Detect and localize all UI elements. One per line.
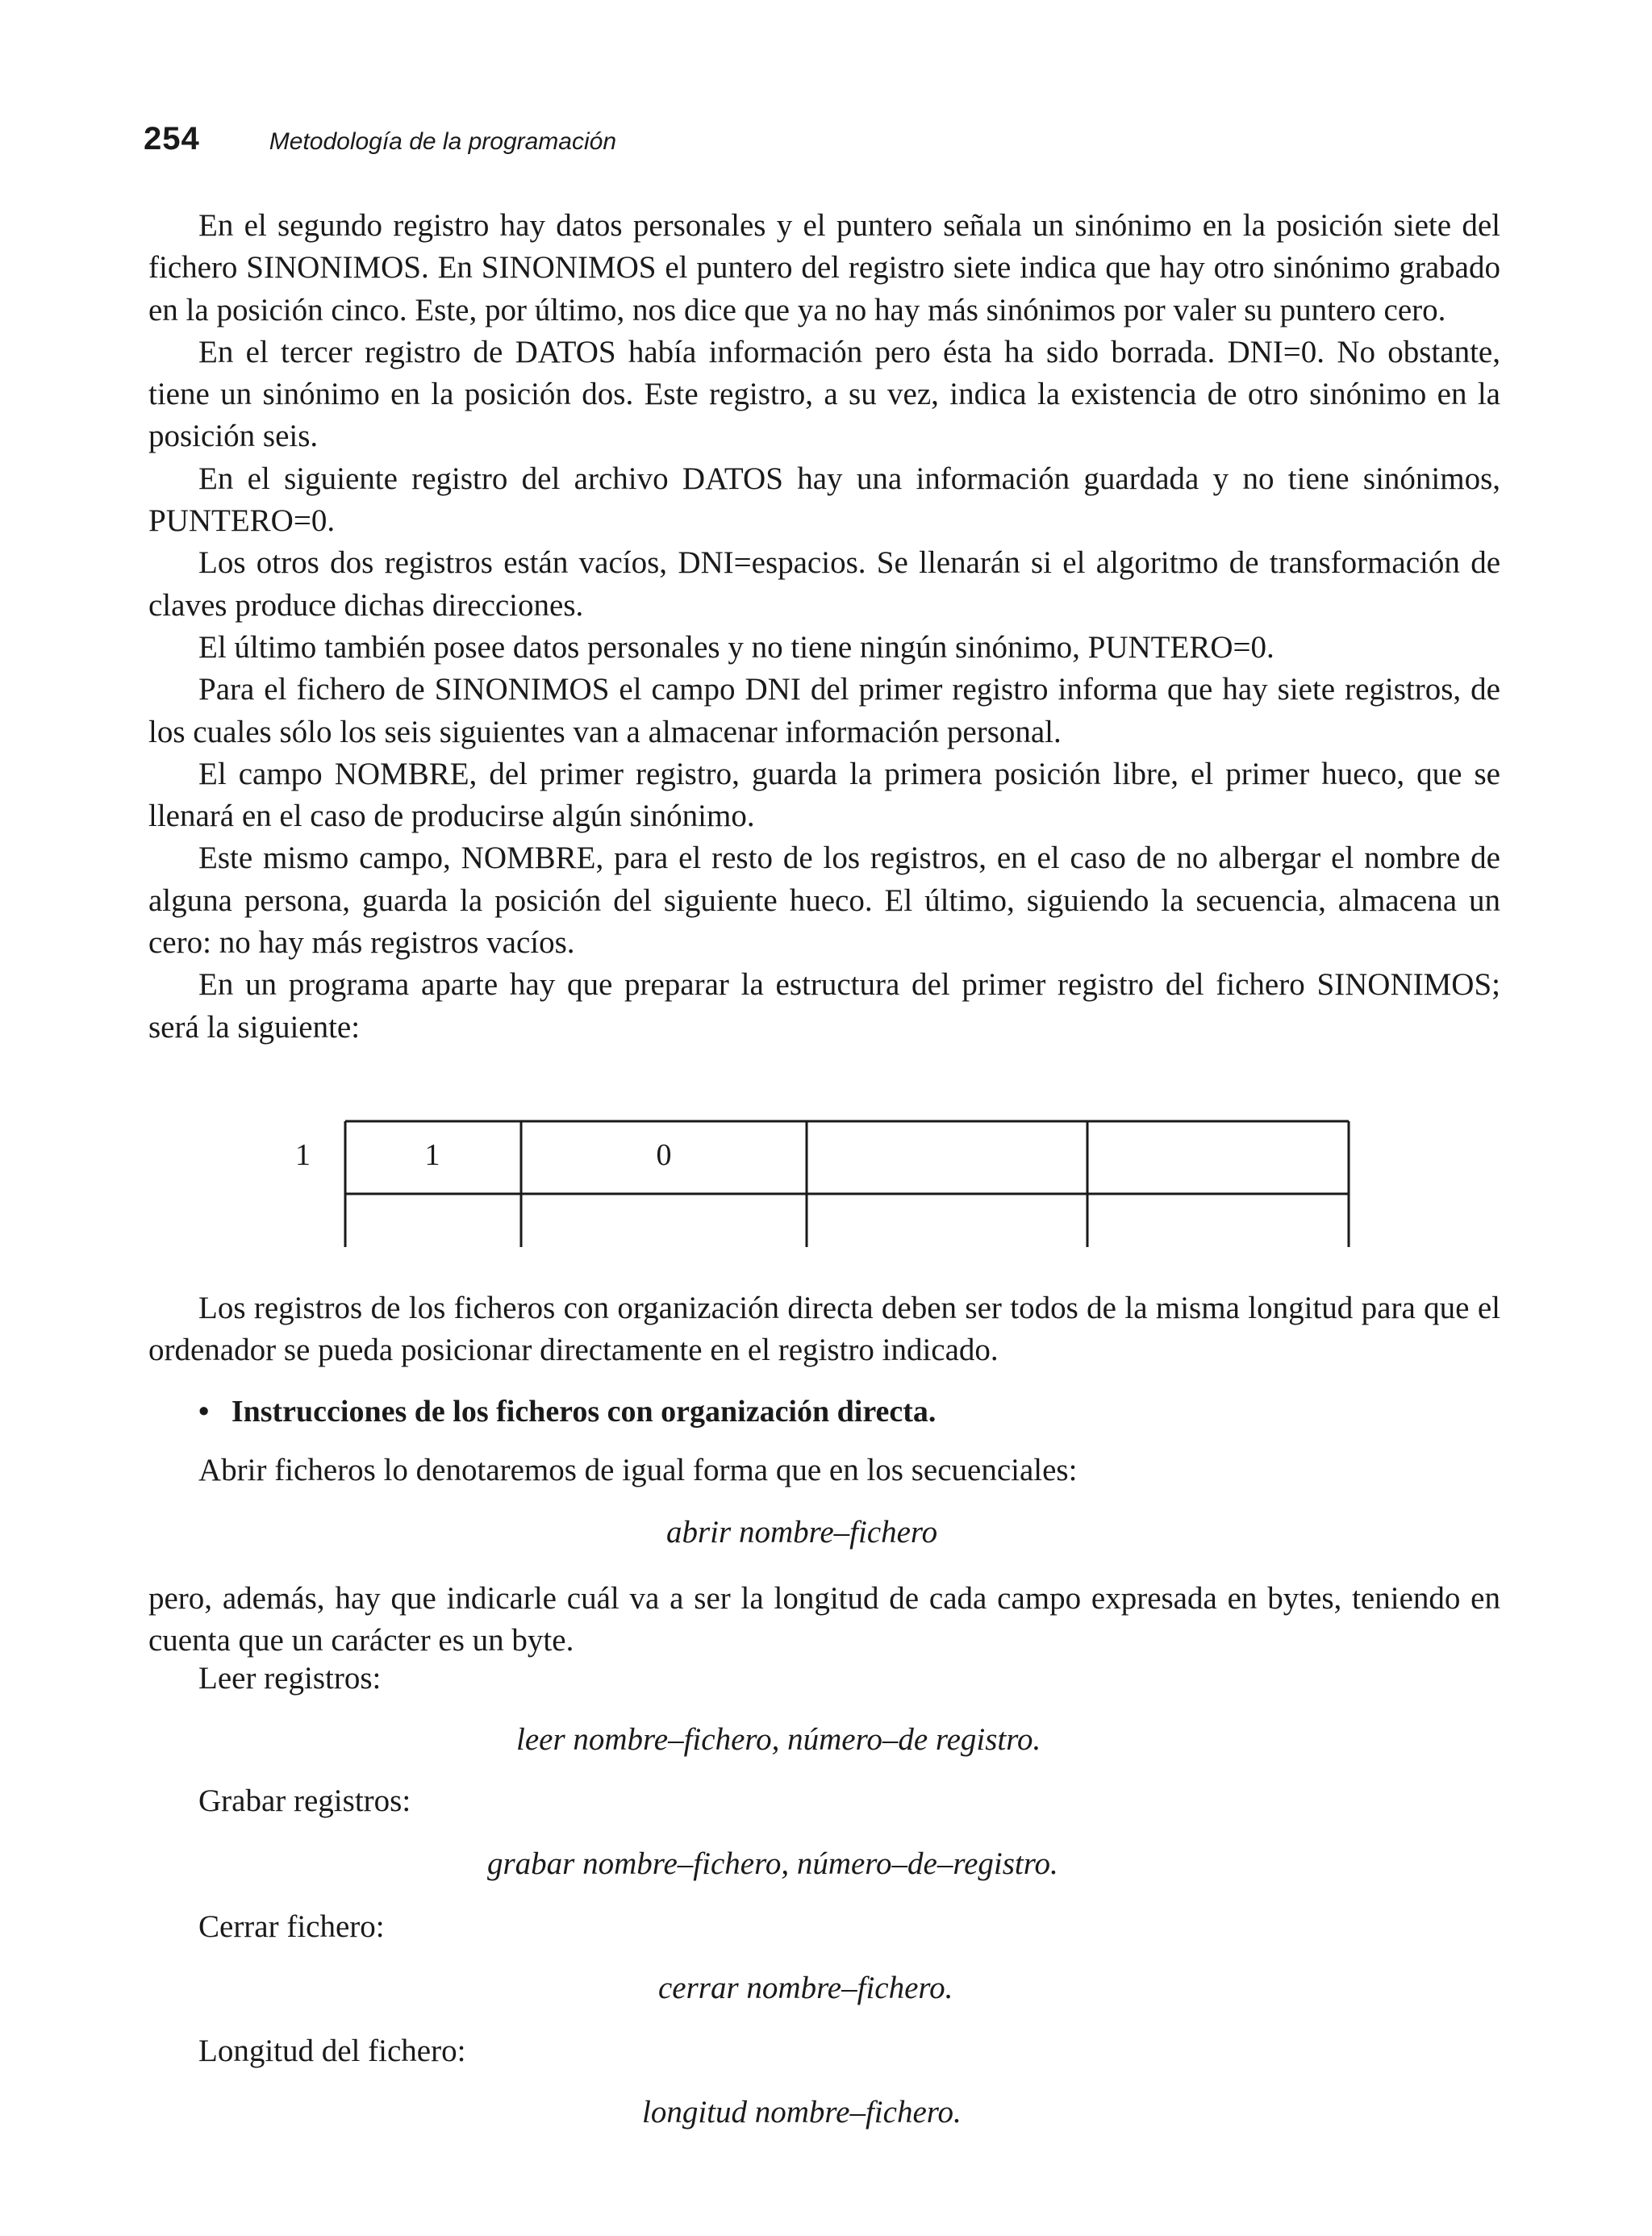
record-cell-nombre: 0 <box>656 1138 672 1172</box>
abrir-syntax: abrir nombre–fichero <box>666 1515 938 1550</box>
page-header <box>144 121 616 157</box>
running-title: Metodología de la programación <box>269 128 617 155</box>
record-cell-dni: 1 <box>424 1138 440 1172</box>
paragraph: En el tercer registro de DATOS había información pero ésta ha sido borrada. DNI=0. No obstante, tiene un sinónimo en la posición dos. Este registro, a su vez, indica la existencia de otro sinónimo en la posición seis. <box>148 334 1500 454</box>
instruction-syntax: leer nombre–fichero, número–de registro. <box>516 1722 1041 1757</box>
paragraph: El último también posee datos personales y no tiene ningún sinónimo, PUNTERO=0. <box>198 629 1274 665</box>
instruction-syntax: cerrar nombre–fichero. <box>658 1971 953 2005</box>
instruction-syntax: grabar nombre–fichero, número–de–registro. <box>487 1846 1058 1881</box>
page-number: 254 <box>144 121 200 156</box>
instruction-label: Leer registros: <box>198 1661 382 1696</box>
bullet-heading: Instrucciones de los ficheros con organización directa. <box>231 1395 937 1429</box>
abrir-note: pero, además, hay que indicarle cuál va a ser la longitud de cada campo expresada en bytes, teniendo en cuenta que un carácter es un byte. <box>148 1581 1500 1658</box>
paragraph: El campo NOMBRE, del primer registro, guarda la primera posición libre, el primer hueco, que se llenará en el caso de producirse algún sinónimo. <box>148 756 1500 834</box>
record-grid <box>290 1120 1355 1250</box>
instruction-syntax: longitud nombre–fichero. <box>642 2095 962 2130</box>
paragraph: Los otros dos registros están vacíos, DNI=espacios. Se llenarán si el algoritmo de transformación de claves produce dichas direcciones. <box>148 545 1500 623</box>
paragraph: Los registros de los ficheros con organización directa deben ser todos de la misma longitud para que el ordenador se pueda posicionar directamente en el registro indicado. <box>148 1291 1500 1368</box>
instruction-label: Longitud del fichero: <box>198 2034 466 2068</box>
paragraph: Este mismo campo, NOMBRE, para el resto de los registros, en el caso de no albergar el nombre de alguna persona, guarda la posición del siguiente hueco. El último, siguiendo la secuencia, almacena un cero: no hay más registros vacíos. <box>148 841 1500 961</box>
record-number-label: 1 <box>295 1138 311 1172</box>
bullet-symbol: • <box>198 1395 210 1429</box>
paragraph: En un programa aparte hay que preparar la estructura del primer registro del fichero SINONIMOS; será la siguiente: <box>148 967 1500 1045</box>
paragraph: Para el fichero de SINONIMOS el campo DNI del primer registro informa que hay siete registros, de los cuales sólo los seis siguientes van a almacenar información personal. <box>148 672 1500 749</box>
body-text-bottom <box>148 1287 1500 1372</box>
section-bullet <box>198 1394 936 1429</box>
body-text-top <box>148 205 1500 1049</box>
abrir-intro: Abrir ficheros lo denotaremos de igual forma que en los secuenciales: <box>198 1453 1078 1487</box>
instruction-label: Cerrar fichero: <box>198 1909 385 1944</box>
paragraph: En el siguiente registro del archivo DATOS hay una información guardada y no tiene sinónimos, PUNTERO=0. <box>148 461 1500 539</box>
paragraph: En el segundo registro hay datos personales y el puntero señala un sinónimo en la posición siete del fichero SINONIMOS. En SINONIMOS el puntero del registro siete indica que hay otro sinónimo grabado en la posición cinco. Este, por último, nos dice que ya no hay más sinónimos por valer su puntero cero. <box>148 208 1500 327</box>
instruction-label: Grabar registros: <box>198 1783 411 1818</box>
